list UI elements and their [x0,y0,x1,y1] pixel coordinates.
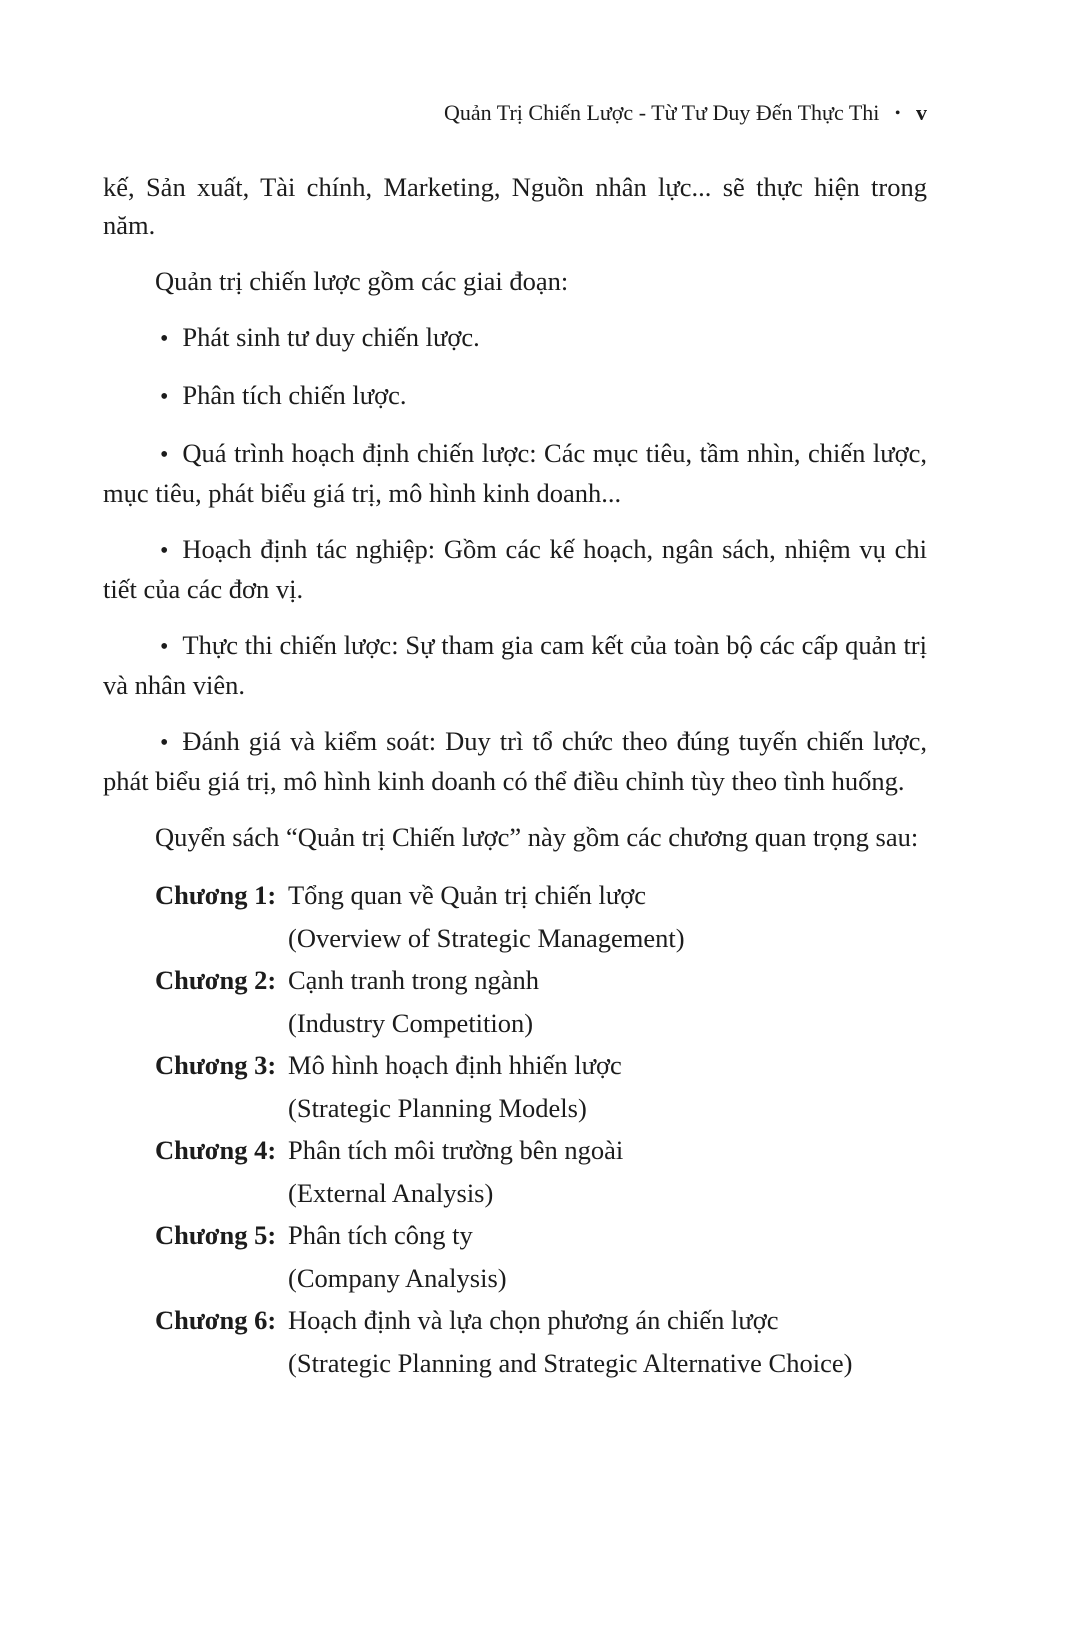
bullet-item [103,722,927,800]
chapter-item [155,1044,927,1129]
chapter-title-vi: Tổng quan về Quản trị chiến lược [288,880,647,911]
chapter-title-vi: Phân tích môi trường bên ngoài [288,1135,624,1166]
bullet-item [103,626,927,704]
chapter-title-vi: Hoạch định và lựa chọn phương án chiến lược [288,1305,779,1336]
chapter-title-vi: Phân tích công ty [288,1220,473,1251]
bullet-text: Quá trình hoạch định chiến lược: Các mục tiêu, tầm nhìn, chiến lược, mục tiêu, phát biểu giá trị, mô hình kinh doanh... [103,438,927,509]
chapter-label: Chương 2: [155,965,277,996]
chapter-title-en: (Company Analysis) [288,1262,507,1293]
chapter-item [155,1129,927,1214]
chapter-title-vi: Mô hình hoạch định hhiến lược [288,1050,622,1081]
bullet-icon: • [160,326,169,353]
bullet-text: Phân tích chiến lược. [182,380,407,411]
chapter-item [155,1299,927,1384]
chapter-title-en: (Strategic Planning Models) [288,1092,587,1123]
bullet-icon: • [160,538,169,565]
chapter-label: Chương 3: [155,1050,277,1081]
paragraph-book-intro: Quyển sách “Quản trị Chiến lược” này gồm các chương quan trọng sau: [155,822,919,853]
paragraph-intro: kế, Sản xuất, Tài chính, Marketing, Nguồn nhân lực... sẽ thực hiện trong năm. [103,172,927,241]
chapter-item [155,874,927,959]
chapter-label: Chương 1: [155,880,277,911]
chapter-titles [288,1299,927,1384]
chapter-title-en: (Industry Competition) [288,1007,534,1038]
bullet-icon: • [160,384,169,411]
chapter-title-en: (Overview of Strategic Management) [288,922,685,953]
chapter-titles [288,874,927,959]
header-separator: • [894,105,901,122]
chapter-titles [288,1044,927,1129]
bullet-item [103,434,927,512]
bullet-text: Thực thi chiến lược: Sự tham gia cam kết của toàn bộ các cấp quản trị và nhân viên. [103,630,927,701]
paragraph-stages-intro: Quản trị chiến lược gồm các giai đoạn: [155,266,569,297]
chapter-list [155,874,927,1384]
running-header [103,100,927,126]
chapter-label: Chương 5: [155,1220,277,1251]
chapter-title-en: (External Analysis) [288,1177,494,1208]
bullet-item [103,530,927,608]
chapter-label: Chương 4: [155,1135,277,1166]
bullet-icon: • [160,634,169,661]
chapter-item [155,1214,927,1299]
bullet-text: Đánh giá và kiểm soát: Duy trì tổ chức theo đúng tuyến chiến lược, phát biểu giá trị, mô hình kinh doanh có thể điều chỉnh tùy theo tình huống. [103,726,927,797]
bullet-icon: • [160,442,169,469]
chapter-titles [288,1214,927,1299]
chapter-item [155,959,927,1044]
bullet-text: Phát sinh tư duy chiến lược. [182,322,480,353]
chapter-title-vi: Cạnh tranh trong ngành [288,965,539,996]
header-title: Quản Trị Chiến Lược - Từ Tư Duy Đến Thực Thi [444,100,880,125]
chapter-title-en: (Strategic Planning and Strategic Alternative Choice) [288,1347,853,1378]
bullet-item [103,376,927,416]
page-number: v [916,100,927,125]
chapter-label: Chương 6: [155,1305,277,1336]
chapter-titles [288,1129,927,1214]
bullet-text: Hoạch định tác nghiệp: Gồm các kế hoạch, ngân sách, nhiệm vụ chi tiết của các đơn vị. [103,534,927,605]
bullet-icon: • [160,730,169,757]
bullet-list [103,318,927,800]
bullet-item [103,318,927,358]
page-body [103,168,927,1384]
chapter-titles [288,959,927,1044]
